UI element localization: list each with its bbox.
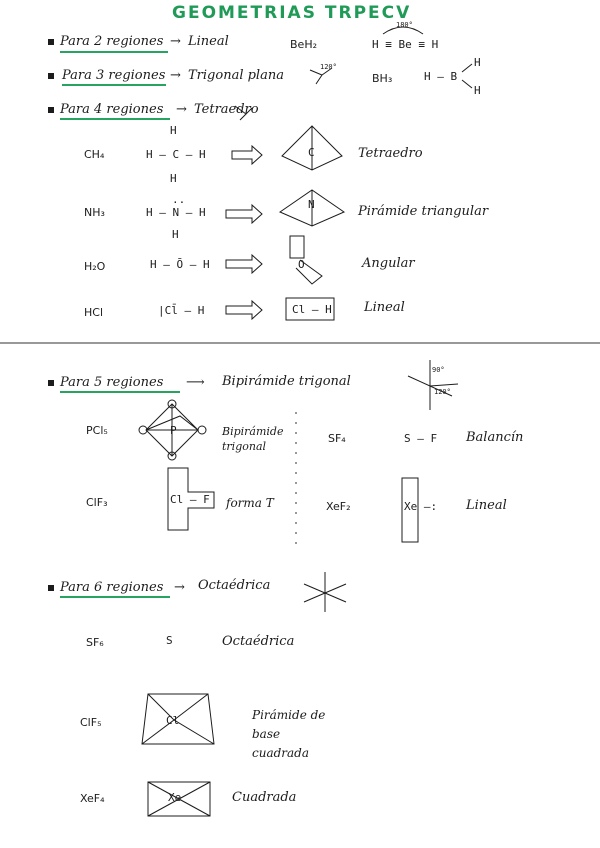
nh3-formula: NH₃ <box>84 206 105 219</box>
s2-structure: H ≡ Be ≡ H <box>372 38 439 51</box>
ch4-structure: H — C — H <box>146 148 206 161</box>
h2o-formula: H₂O <box>84 260 106 273</box>
ch4-center: C <box>308 146 315 159</box>
s3-structure: H — B <box>424 70 458 83</box>
s3-arrow: → <box>170 68 181 83</box>
xef4-formula: XeF₄ <box>80 792 105 805</box>
s6-label: Para 6 regiones <box>60 580 164 595</box>
nh3-bottom: H <box>172 228 179 241</box>
s3-label: Para 3 regiones <box>62 68 166 83</box>
s5-geometry: Bipirámide trigonal <box>222 374 351 389</box>
s3-angle: 120° <box>320 63 337 71</box>
xef2-formula: XeF₂ <box>326 500 351 513</box>
s4-geometry: Tetraedro <box>194 102 259 117</box>
clf5-center: Cl <box>166 714 180 727</box>
ch4-formula: CH₄ <box>84 148 105 161</box>
page-title: GEOMETRIAS TRPECV <box>172 3 412 23</box>
s2-label: Para 2 regiones <box>60 34 164 49</box>
s2-arrow: → <box>170 34 181 49</box>
sf4-center: S — F <box>404 432 438 445</box>
nh3-result: Pirámide triangular <box>358 204 489 219</box>
clf3-center: Cl — F <box>170 493 210 506</box>
sf6-formula: SF₆ <box>86 636 104 649</box>
h2o-structure: H — Ō — H <box>150 258 210 271</box>
pcl5-center: P <box>170 424 177 437</box>
s4-arrow: → <box>176 102 187 117</box>
hcl-center: Cl — H <box>292 303 332 316</box>
bullet-icon <box>48 380 54 386</box>
s5-label: Para 5 regiones <box>60 375 164 390</box>
pcl5-result: Bipirámide trigonal <box>222 425 284 453</box>
xef2-center: Xe —: <box>404 500 438 513</box>
xef2-result: Lineal <box>466 498 507 513</box>
s2-angle: 180° <box>396 21 413 29</box>
s5-arrow: ⟶ <box>186 375 205 390</box>
s4-label: Para 4 regiones <box>60 102 164 117</box>
s3-geometry: Trigonal plana <box>188 68 284 83</box>
pcl5-formula: PCl₅ <box>86 424 108 437</box>
hcl-structure: |Cl̄ — H <box>158 304 205 317</box>
hcl-formula: HCl <box>84 306 104 319</box>
sf6-result: Octaédrica <box>222 634 295 649</box>
h2o-result: Angular <box>362 256 415 271</box>
clf3-formula: ClF₃ <box>86 496 108 509</box>
bullet-icon <box>48 73 54 79</box>
clf3-result: forma T <box>226 496 274 510</box>
sf6-center: S <box>166 634 173 647</box>
bullet-icon <box>48 585 54 591</box>
bullet-icon <box>48 107 54 113</box>
s5-angle2: 120° <box>434 388 451 396</box>
ch4-top: H <box>170 124 177 137</box>
s2-geometry: Lineal <box>188 34 229 49</box>
xef4-center: Xe <box>168 791 182 804</box>
s3-formula: BH₃ <box>372 72 393 85</box>
nh3-structure: H — N — H <box>146 206 206 219</box>
bullet-icon <box>48 39 54 45</box>
sf4-result: Balancín <box>466 430 524 445</box>
clf5-result: Pirámide de base cuadrada <box>252 708 326 760</box>
s3-h1: H <box>474 56 481 69</box>
hcl-result: Lineal <box>364 300 405 315</box>
s6-arrow: → <box>174 580 185 595</box>
sf4-formula: SF₄ <box>328 432 346 445</box>
s2-formula: BeH₂ <box>290 38 317 51</box>
ch4-result: Tetraedro <box>358 146 423 161</box>
xef4-result: Cuadrada <box>232 790 297 805</box>
s6-geometry: Octaédrica <box>198 578 271 593</box>
ch4-bottom: H <box>170 172 177 185</box>
s5-angle1: 90° <box>432 366 445 374</box>
nh3-center: N <box>308 198 315 211</box>
nh3-top: ·· <box>172 196 186 209</box>
h2o-center: O <box>298 258 305 271</box>
clf5-formula: ClF₅ <box>80 716 102 729</box>
s3-h2: H <box>474 84 481 97</box>
